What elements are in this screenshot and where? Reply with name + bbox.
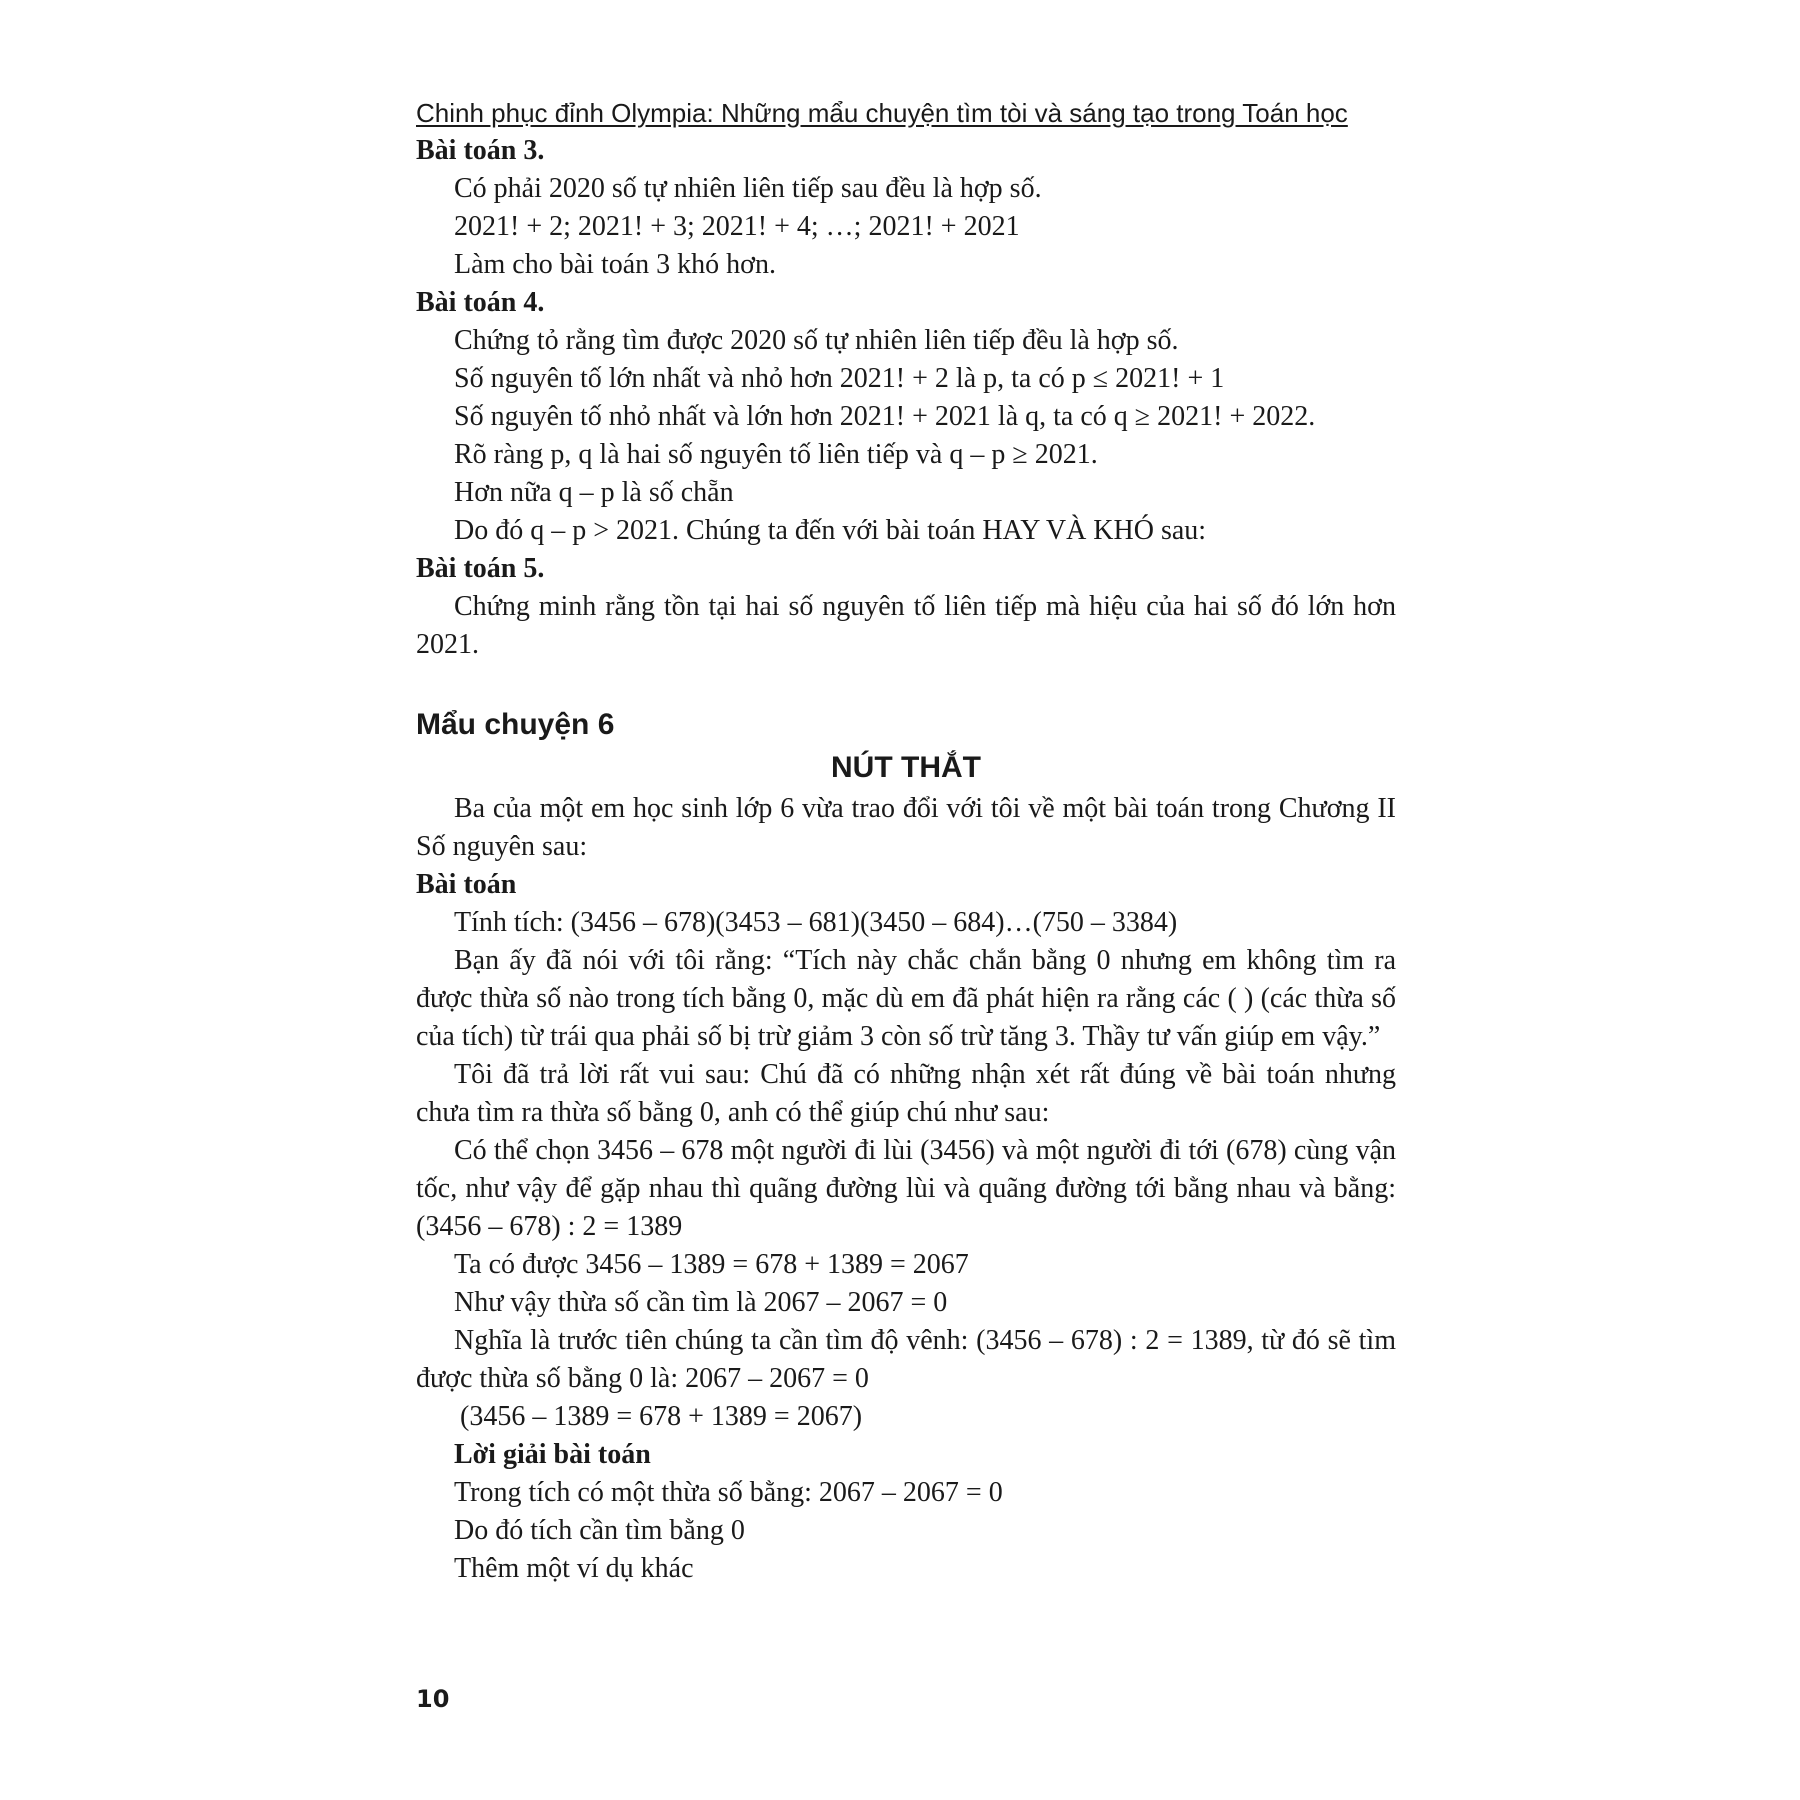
problem-4-line: Chứng tỏ rằng tìm được 2020 số tự nhiên liên tiếp đều là hợp số.	[454, 325, 1179, 356]
story-heading: Mẩu chuyện 6	[416, 708, 615, 741]
solution-line: Trong tích có một thừa số bằng: 2067 – 2067 = 0	[454, 1477, 1003, 1508]
story-line: (3456 – 1389 = 678 + 1389 = 2067)	[460, 1401, 863, 1432]
story-paragraph: Bạn ấy đã nói với tôi rằng: “Tích này chắc chắn bằng 0 nhưng em không tìm ra được thừa số nào trong tích bằng 0, mặc dù em đã phát hiện ra rằng các ( ) (các thừa số của tích) từ trái qua phải số bị trừ giảm 3 còn số trừ tăng 3. Thầy tư vấn giúp em vậy.”	[416, 945, 1396, 1052]
solution-title: Lời giải bài toán	[454, 1439, 651, 1470]
story-line: Như vậy thừa số cần tìm là 2067 – 2067 = 0	[454, 1287, 948, 1318]
problem-3-line: Có phải 2020 số tự nhiên liên tiếp sau đều là hợp số.	[454, 173, 1042, 204]
problem-3-note: Làm cho bài toán 3 khó hơn.	[454, 249, 776, 280]
problem-5-text: Chứng minh rằng tồn tại hai số nguyên tố liên tiếp mà hiệu của hai số đó lớn hơn 2021.	[416, 591, 1396, 660]
solution-line: Thêm một ví dụ khác	[454, 1553, 694, 1584]
problem-3-sequence: 2021! + 2; 2021! + 3; 2021! + 4; …; 2021! + 2021	[454, 211, 1020, 242]
running-header: Chinh phục đỉnh Olympia: Những mẩu chuyện tìm tòi và sáng tạo trong Toán học	[416, 98, 1348, 128]
story-paragraph: Có thể chọn 3456 – 678 một người đi lùi (3456) và một người đi tới (678) cùng vận tốc, như vậy để gặp nhau thì quãng đường lùi và quãng đường tới bằng nhau và bằng: (3456 – 678) : 2 = 1389	[416, 1135, 1396, 1242]
story-title: NÚT THẮT	[831, 751, 981, 784]
story-intro: Ba của một em học sinh lớp 6 vừa trao đổi với tôi về một bài toán trong Chương II Số nguyên sau:	[416, 793, 1396, 862]
book-page	[416, 98, 1396, 1588]
story-paragraph: Nghĩa là trước tiên chúng ta cần tìm độ vênh: (3456 – 678) : 2 = 1389, từ đó sẽ tìm được thừa số bằng 0 là: 2067 – 2067 = 0	[416, 1325, 1396, 1394]
problem-4-line: Do đó q – p > 2021. Chúng ta đến với bài toán HAY VÀ KHÓ sau:	[454, 515, 1207, 546]
problem-3-title: Bài toán 3.	[416, 135, 545, 166]
problem-4-title: Bài toán 4.	[416, 287, 545, 318]
solution-line: Do đó tích cần tìm bằng 0	[454, 1515, 745, 1546]
story-line: Ta có được 3456 – 1389 = 678 + 1389 = 2067	[454, 1249, 969, 1280]
story-paragraph: Tôi đã trả lời rất vui sau: Chú đã có những nhận xét rất đúng về bài toán nhưng chưa tìm ra thừa số bằng 0, anh có thể giúp chú như sau:	[416, 1059, 1396, 1128]
story-problem-text: Tính tích: (3456 – 678)(3453 – 681)(3450 – 684)…(750 – 3384)	[454, 907, 1178, 938]
problem-4-line: Số nguyên tố lớn nhất và nhỏ hơn 2021! + 2 là p, ta có p ≤ 2021! + 1	[454, 363, 1225, 394]
page-number: 10	[416, 1685, 450, 1713]
problem-4-line: Số nguyên tố nhỏ nhất và lớn hơn 2021! + 2021 là q, ta có q ≥ 2021! + 2022.	[454, 401, 1316, 432]
problem-4-line: Hơn nữa q – p là số chẵn	[454, 477, 734, 508]
story-problem-title: Bài toán	[416, 869, 517, 900]
problem-4-line: Rõ ràng p, q là hai số nguyên tố liên tiếp và q – p ≥ 2021.	[454, 439, 1098, 470]
problem-5-title: Bài toán 5.	[416, 553, 545, 584]
